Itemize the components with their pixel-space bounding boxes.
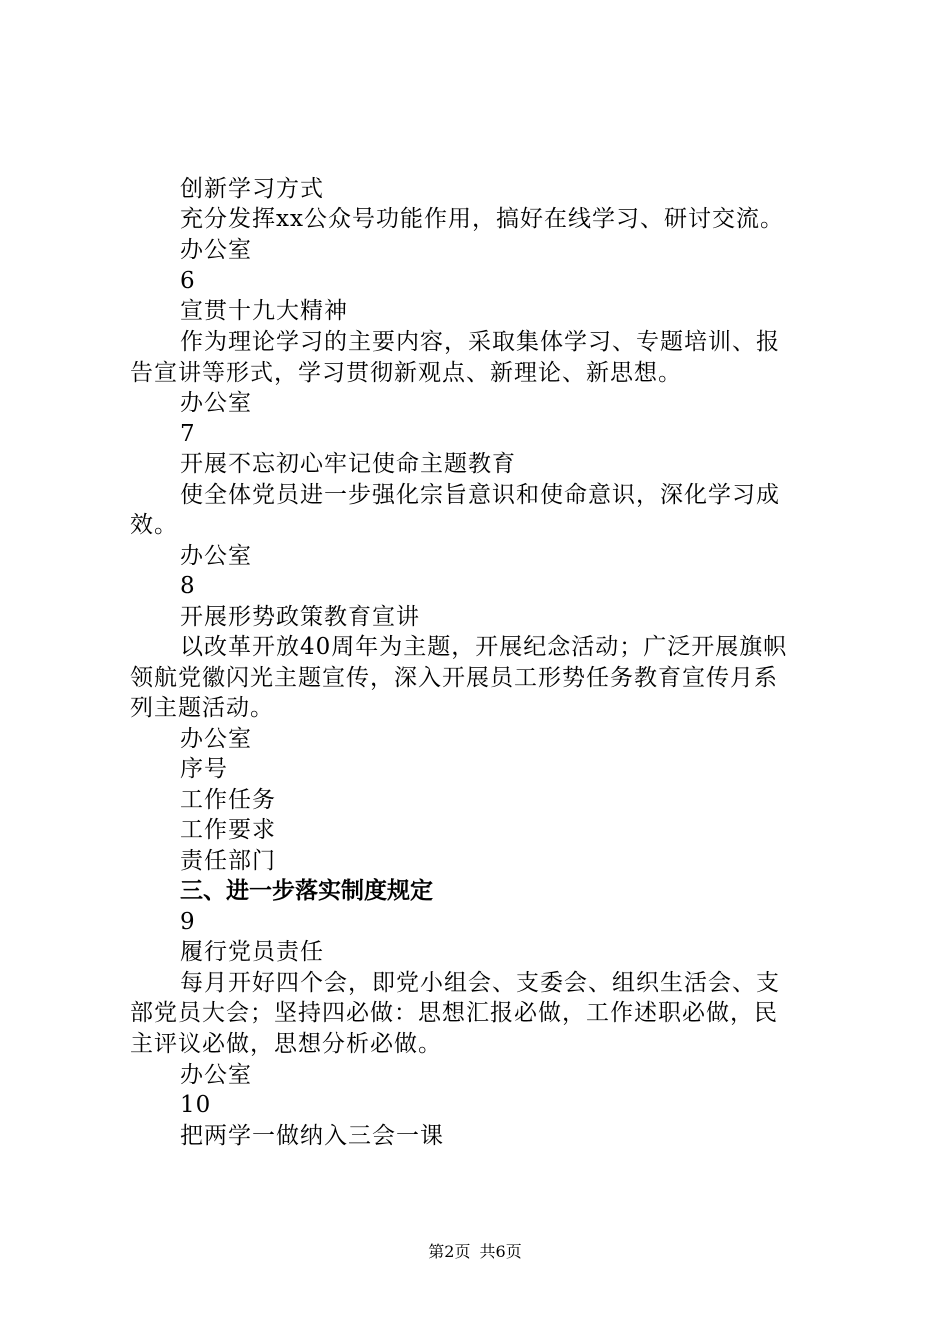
text-line: 开展形势政策教育宣讲 <box>180 604 420 630</box>
text-line: 履行党员责任 <box>180 939 324 965</box>
text-line: 列主题活动。 <box>130 695 274 721</box>
text-line: 9 <box>180 909 196 935</box>
text-line: 使全体党员进一步强化宗旨意识和使命意识，深化学习成 <box>180 482 780 508</box>
text-line: 部党员大会；坚持四必做：思想汇报必做，工作述职必做，民 <box>130 1000 778 1026</box>
text-line: 开展不忘初心牢记使命主题教育 <box>180 451 516 477</box>
text-line: 把两学一做纳入三会一课 <box>180 1123 444 1149</box>
text-line: 充分发挥xx公众号功能作用，搞好在线学习、研讨交流。 <box>180 206 784 232</box>
text-line: 领航党徽闪光主题宣传，深入开展员工形势任务教育宣传月系 <box>130 665 778 691</box>
text-line: 办公室 <box>180 1062 252 1088</box>
text-line: 8 <box>180 573 196 599</box>
section-heading: 三、进一步落实制度规定 <box>180 878 433 904</box>
text-line: 宣贯十九大精神 <box>180 298 348 324</box>
text-line: 6 <box>180 268 196 294</box>
text-line: 办公室 <box>180 390 252 416</box>
text-line: 10 <box>180 1092 212 1118</box>
text-line: 每月开好四个会，即党小组会、支委会、组织生活会、支 <box>180 970 780 996</box>
text-line: 以改革开放40周年为主题，开展纪念活动；广泛开展旗帜 <box>180 634 788 660</box>
page-total: 共6页 <box>479 1242 522 1261</box>
page-footer <box>0 1240 950 1264</box>
text-line: 办公室 <box>180 726 252 752</box>
text-line: 办公室 <box>180 237 252 263</box>
text-line: 责任部门 <box>180 848 276 874</box>
text-line: 7 <box>180 421 196 447</box>
text-line: 效。 <box>130 512 178 538</box>
text-line: 办公室 <box>180 543 252 569</box>
text-line: 工作要求 <box>180 817 276 843</box>
text-line: 作为理论学习的主要内容，采取集体学习、专题培训、报 <box>180 329 780 355</box>
text-line: 工作任务 <box>180 787 276 813</box>
text-line: 告宣讲等形式，学习贯彻新观点、新理论、新思想。 <box>130 360 682 386</box>
text-line: 序号 <box>180 756 228 782</box>
page-number: 第2页 <box>428 1242 471 1261</box>
text-line: 创新学习方式 <box>180 176 324 202</box>
text-line: 主评议必做，思想分析必做。 <box>130 1031 442 1057</box>
